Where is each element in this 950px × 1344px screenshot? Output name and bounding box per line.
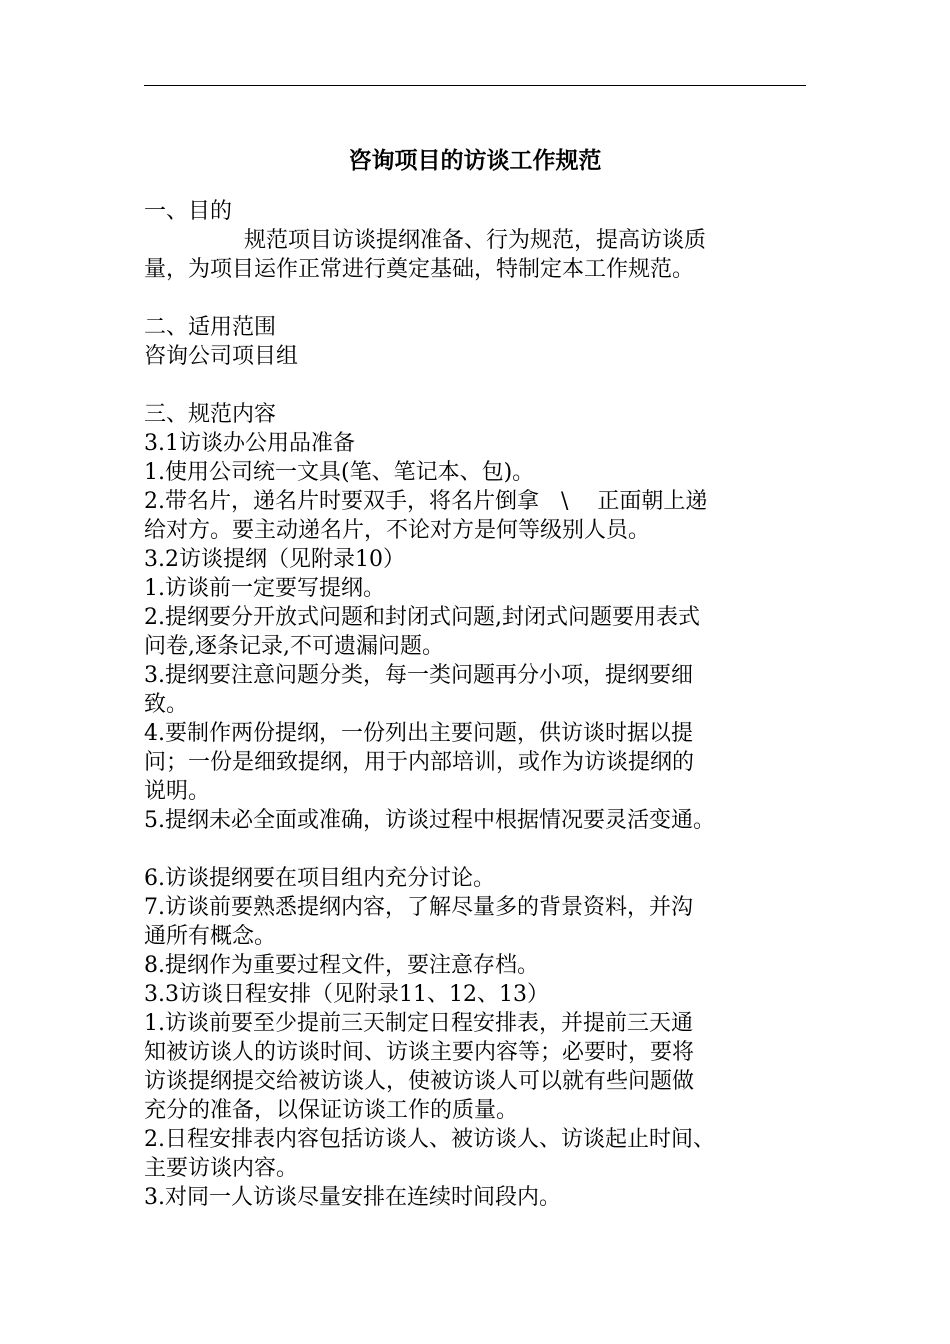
text-line: 充分的准备，以保证访谈工作的质量。 bbox=[144, 1098, 519, 1123]
text-line: 三、规范内容 bbox=[144, 402, 277, 427]
text-line: 1.使用公司统一文具(笔、笔记本、包)。 bbox=[144, 460, 535, 485]
text-line: 问；一份是细致提纲，用于内部培训，或作为访谈提纲的 bbox=[144, 750, 695, 775]
text-line: 4.要制作两份提纲，一份列出主要问题，供访谈时据以提 bbox=[144, 721, 693, 746]
text-line: 致。 bbox=[144, 692, 189, 717]
text-line: 1.访谈前要至少提前三天制定日程安排表，并提前三天通 bbox=[144, 1011, 693, 1036]
text-line: 量，为项目运作正常进行奠定基础，特制定本工作规范。 bbox=[144, 257, 695, 282]
text-line: 6.访谈提纲要在项目组内充分讨论。 bbox=[144, 866, 495, 891]
text-line: 3.提纲要注意问题分类，每一类问题再分小项，提纲要细 bbox=[144, 663, 693, 688]
text-line: 3.2访谈提纲（见附录10） bbox=[144, 547, 405, 572]
text-line: 通所有概念。 bbox=[144, 924, 277, 949]
blank-line bbox=[144, 284, 806, 313]
document-body bbox=[144, 197, 806, 1212]
text-line: 一、目的 bbox=[144, 199, 233, 224]
text-line: 2.提纲要分开放式问题和封闭式问题,封闭式问题要用表式 bbox=[144, 605, 700, 630]
text-line: 给对方。要主动递名片，不论对方是何等级别人员。 bbox=[144, 518, 651, 543]
text-line: 3.1访谈办公用品准备 bbox=[144, 431, 355, 456]
text-line: 8.提纲作为重要过程文件，要注意存档。 bbox=[144, 953, 539, 978]
text-line: 知被访谈人的访谈时间、访谈主要内容等；必要时，要将 bbox=[144, 1040, 695, 1065]
text-line: 二、适用范围 bbox=[144, 315, 277, 340]
blank-line bbox=[144, 835, 806, 864]
text-line: 问卷,逐条记录,不可遗漏问题。 bbox=[144, 634, 444, 659]
document-title: 咨询项目的访谈工作规范 bbox=[348, 147, 602, 174]
text-line: 2.日程安排表内容包括访谈人、被访谈人、访谈起止时间、 bbox=[144, 1127, 715, 1152]
text-line: 规范项目访谈提纲准备、行为规范，提高访谈质 bbox=[244, 228, 707, 253]
text-line: 咨询公司项目组 bbox=[144, 344, 299, 369]
text-line: 3.对同一人访谈尽量安排在连续时间段内。 bbox=[144, 1185, 561, 1210]
header-rule bbox=[144, 85, 806, 86]
text-line: 主要访谈内容。 bbox=[144, 1156, 299, 1181]
text-line: 5.提纲未必全面或准确，访谈过程中根据情况要灵活变通。 bbox=[144, 808, 715, 833]
text-line: 7.访谈前要熟悉提纲内容，了解尽量多的背景资料，并沟 bbox=[144, 895, 693, 920]
text-line: 1.访谈前一定要写提纲。 bbox=[144, 576, 385, 601]
text-line: 3.3访谈日程安排（见附录11、12、13） bbox=[144, 982, 549, 1007]
text-line: 说明。 bbox=[144, 779, 211, 804]
text-line: 访谈提纲提交给被访谈人，使被访谈人可以就有些问题做 bbox=[144, 1069, 695, 1094]
blank-line bbox=[144, 371, 806, 400]
text-line: 2.带名片，递名片时要双手，将名片倒拿 \ 正面朝上递 bbox=[144, 489, 708, 514]
